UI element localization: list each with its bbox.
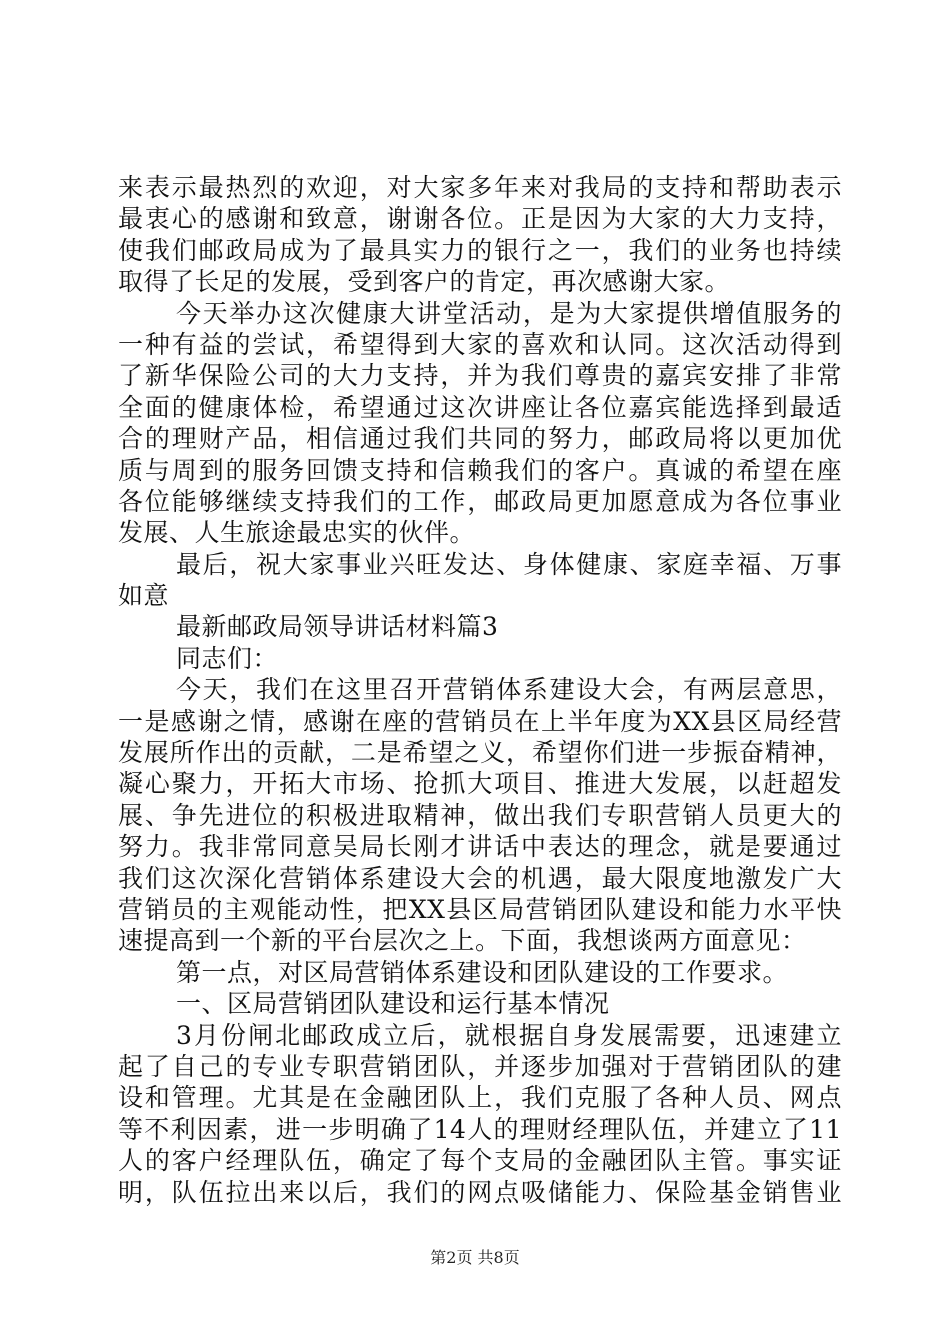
text-line: 如意 <box>118 581 170 611</box>
page-footer: 第2页 共8页 <box>430 1248 520 1267</box>
text-line: 最衷心的感谢和致意，谢谢各位。正是因为大家的大力支持， <box>118 204 842 234</box>
text-line: 发展所作出的贡献，二是希望之义，希望你们进一步振奋精神， <box>118 738 842 768</box>
text-line: 展、争先进位的积极进取精神，做出我们专职营销人员更大的 <box>118 800 842 830</box>
text-line: 一是感谢之情，感谢在座的营销员在上半年度为XX县区局经营 <box>118 706 842 736</box>
text-line: 设和管理。尤其是在金融团队上，我们克服了各种人员、网点 <box>118 1083 842 1113</box>
text-line: 一、区局营销团队建设和运行基本情况 <box>176 989 610 1019</box>
text-line: 了新华保险公司的大力支持，并为我们尊贵的嘉宾安排了非常 <box>118 361 842 391</box>
text-line: 起了自己的专业专职营销团队，并逐步加强对于营销团队的建 <box>118 1051 842 1081</box>
text-line: 努力。我非常同意吴局长刚才讲话中表达的理念，就是要通过 <box>118 832 842 862</box>
text-line: 营销员的主观能动性，把XX县区局营销团队建设和能力水平快 <box>118 894 842 924</box>
text-line: 质与周到的服务回馈支持和信赖我们的客户。真诚的希望在座 <box>118 455 842 485</box>
text-line: 同志们： <box>176 643 279 673</box>
text-line: 第一点，对区局营销体系建设和团队建设的工作要求。 <box>176 957 789 987</box>
text-line: 最后，祝大家事业兴旺发达、身体健康、家庭幸福、万事 <box>176 549 842 579</box>
text-line: 合的理财产品，相信通过我们共同的努力，邮政局将以更加优 <box>118 424 842 454</box>
text-line: 使我们邮政局成为了最具实力的银行之一，我们的业务也持续 <box>118 235 842 265</box>
text-line: 明，队伍拉出来以后，我们的网点吸储能力、保险基金销售业 <box>118 1177 842 1207</box>
text-line: 取得了长足的发展，受到客户的肯定，再次感谢大家。 <box>118 267 731 297</box>
body-text <box>118 172 842 1208</box>
text-line: 等不利因素，进一步明确了14人的理财经理队伍，并建立了11 <box>118 1114 842 1144</box>
text-line: 最新邮政局领导讲话材料篇3 <box>176 612 499 642</box>
text-line: 人的客户经理队伍，确定了每个支局的金融团队主管。事实证 <box>118 1146 842 1176</box>
text-line: 今天举办这次健康大讲堂活动，是为大家提供增值服务的 <box>176 298 842 328</box>
text-line: 我们这次深化营销体系建设大会的机遇，最大限度地激发广大 <box>118 863 842 893</box>
text-line: 一种有益的尝试，希望得到大家的喜欢和认同。这次活动得到 <box>118 329 842 359</box>
text-line: 各位能够继续支持我们的工作，邮政局更加愿意成为各位事业 <box>118 486 842 516</box>
text-line: 来表示最热烈的欢迎，对大家多年来对我局的支持和帮助表示 <box>118 173 842 202</box>
text-line: 3月份闸北邮政成立后，就根据自身发展需要，迅速建立 <box>176 1020 842 1050</box>
text-line: 发展、人生旅途最忠实的伙伴。 <box>118 518 476 548</box>
text-line: 全面的健康体检，希望通过这次讲座让各位嘉宾能选择到最适 <box>118 392 842 422</box>
text-line: 速提高到一个新的平台层次之上。下面，我想谈两方面意见： <box>118 926 807 956</box>
text-line: 凝心聚力，开拓大市场、抢抓大项目、推进大发展，以赶超发 <box>118 769 842 799</box>
text-line: 今天，我们在这里召开营销体系建设大会，有两层意思， <box>176 675 842 705</box>
